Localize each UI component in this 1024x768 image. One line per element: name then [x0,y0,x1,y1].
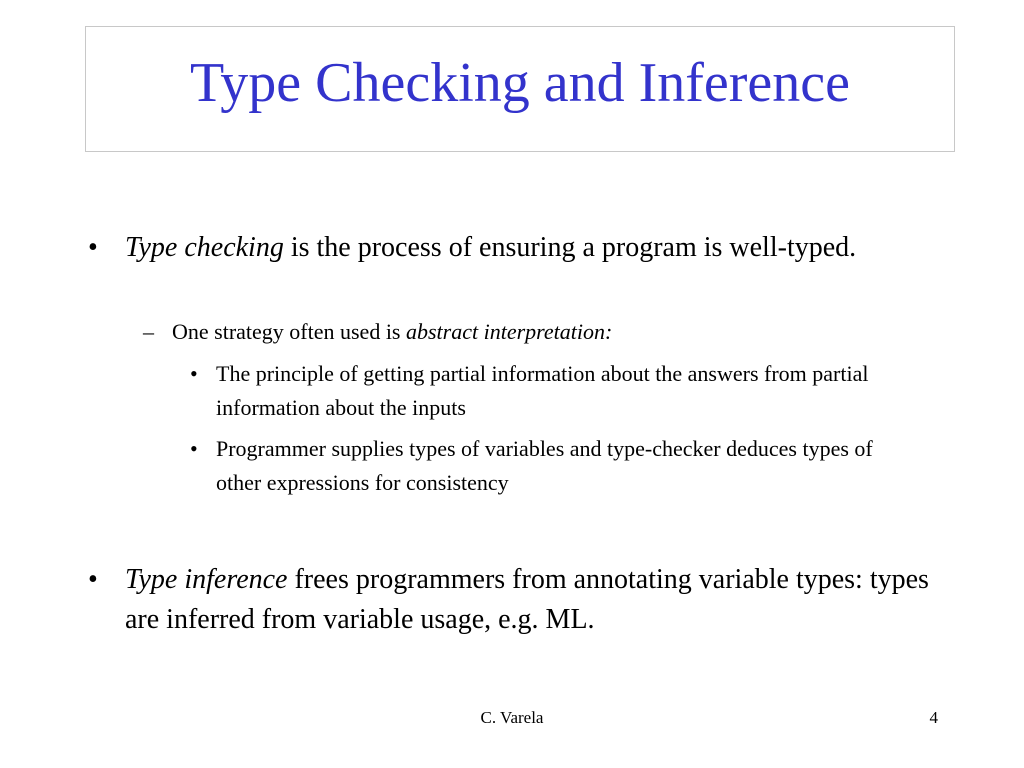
footer-author: C. Varela [480,708,544,727]
title-box [85,26,955,152]
list-item: The principle of getting partial information about the answers from partial information about the inputs [216,361,869,420]
bullet-marker: • [190,436,198,461]
list-item: Programmer supplies types of variables and type-checker deduces types of other expressions for consistency [216,436,873,495]
bullet-marker: • [88,564,98,595]
dash-marker: – [143,319,154,344]
page-number: 4 [929,708,938,727]
bullet-type-checking [125,228,940,268]
subpoint-text: One strategy often used is [172,319,406,344]
bullet-marker: • [88,232,98,263]
subpoint-strategy [172,316,932,348]
bullet-term: Type checking [125,232,284,263]
bullet-type-inference [125,560,955,640]
slide-title: Type Checking and Inference [190,52,850,114]
bullet-text: frees programmers from annotating variable types: types are inferred from variable usage, e.g. ML. [125,564,929,635]
bullet-text: is the process of ensuring a program is well-typed. [283,232,857,263]
subpoint-term: abstract interpretation: [406,319,613,344]
bullet-marker: • [190,361,198,386]
bullet-term: Type inference [125,564,288,595]
